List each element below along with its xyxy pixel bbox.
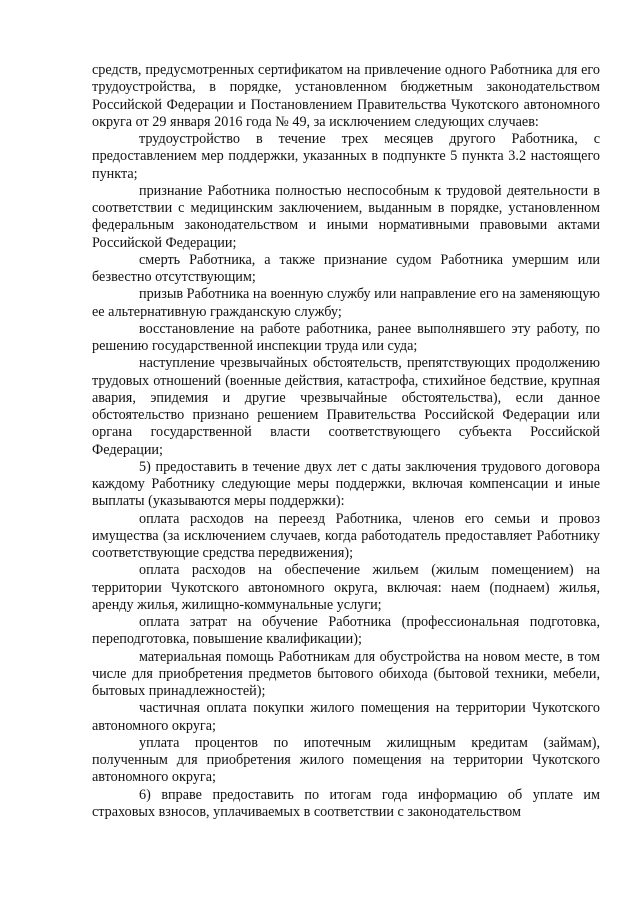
paragraph-6: восстановление на работе работника, ранее выполнявшего эту работу, по решению государственной инспекции труда или суда; — [92, 320, 600, 354]
paragraph-5: призыв Работника на военную службу или направление его на заменяющую ее альтернативную гражданскую службу; — [92, 286, 600, 320]
paragraph-13: частичная оплата покупки жилого помещения на территории Чукотского автономного округа; — [92, 700, 600, 734]
paragraph-15: 6) вправе предоставить по итогам года информацию об уплате им страховых взносов, уплачиваемых в соответствии с законодательством — [92, 786, 600, 820]
paragraph-1: средств, предусмотренных сертификатом на привлечение одного Работника для его трудоустройства, в порядке, установленном бюджетным законодательством Российской Федерации и Постановлением Правительства Чукотского автономного округа от 29 января 2016 года № 49, за исключением следующих случаев: — [92, 62, 600, 130]
paragraph-12: материальная помощь Работникам для обустройства на новом месте, в том числе для приобретения предметов бытового обихода (бытовой техники, мебели, бытовых принадлежностей); — [92, 648, 600, 699]
paragraph-8: 5) предоставить в течение двух лет с даты заключения трудового договора каждому Работнику следующие меры поддержки, включая компенсации и иные выплаты (указываются меры поддержки): — [92, 458, 600, 510]
paragraph-3: признание Работника полностью неспособным к трудовой деятельности в соответствии с медицинским заключением, выданным в порядке, установленном федеральным законодательством и иными нормативными правовыми актами Российской Федерации; — [92, 182, 600, 251]
paragraph-4: смерть Работника, а также признание судом Работника умершим или безвестно отсутствующим; — [92, 251, 600, 285]
paragraph-2: трудоустройство в течение трех месяцев другого Работника, с предоставлением мер поддержки, указанных в подпункте 5 пункта 3.2 настоящего пункта; — [92, 131, 600, 182]
paragraph-14: уплата процентов по ипотечным жилищным кредитам (займам), полученным для приобретения жилого помещения на территории Чукотского автономного округа; — [92, 734, 600, 786]
paragraph-10: оплата расходов на обеспечение жильем (жилым помещением) на территории Чукотского автономного округа, включая: наем (поднаем) жилья, аренду жилья, жилищно-коммунальные услуги; — [92, 562, 600, 613]
document-page — [92, 62, 600, 821]
paragraph-7: наступление чрезвычайных обстоятельств, препятствующих продолжению трудовых отношений (военные действия, катастрофа, стихийное бедствие, крупная авария, эпидемия и другие чрезвычайные обстоятельства), если данное обстоятельство признано решением Правительства Российской Федерации или органа государственной власти соответствующего субъекта Российской Федерации; — [92, 355, 600, 458]
paragraph-9: оплата расходов на переезд Работника, членов его семьи и провоз имущества (за исключением случаев, когда работодатель предоставляет Работнику соответствующие средства передвижения); — [92, 510, 600, 561]
paragraph-11: оплата затрат на обучение Работника (профессиональная подготовка, переподготовка, повышение квалификации); — [92, 614, 600, 648]
